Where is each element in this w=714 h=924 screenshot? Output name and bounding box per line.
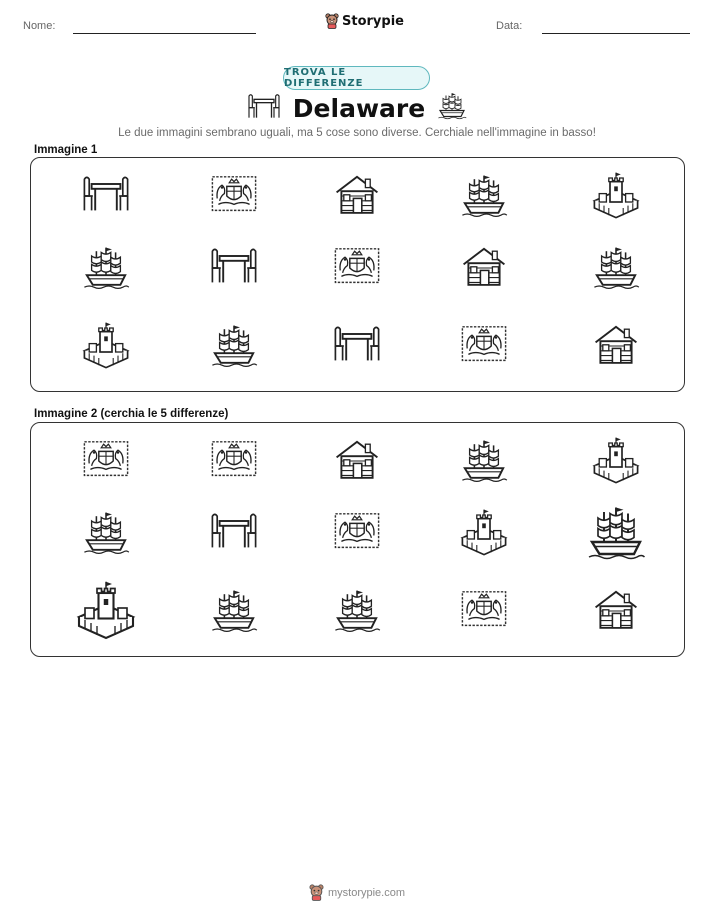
coat-of-arms-icon (333, 509, 381, 557)
grid-cell (586, 244, 646, 292)
coat-of-arms-icon (460, 322, 508, 370)
bear-mascot-icon (325, 13, 339, 29)
log-cabin-icon (333, 437, 381, 485)
name-label: Nome: (23, 20, 56, 32)
bear-mascot-icon (309, 884, 324, 901)
title-ship-icon (437, 90, 467, 126)
table-chairs-icon (333, 322, 381, 370)
grid-cell[interactable] (586, 587, 646, 635)
date-field[interactable] (542, 33, 690, 34)
grid-cell[interactable] (327, 587, 387, 635)
grid-cell[interactable] (204, 587, 264, 635)
name-field[interactable] (73, 33, 256, 34)
ship-icon (460, 172, 508, 220)
grid-cell[interactable] (76, 509, 136, 557)
ship-icon (82, 244, 130, 292)
worksheet-header (0, 0, 714, 40)
grid-cell (454, 244, 514, 292)
grid-cell (454, 322, 514, 370)
grid-cell (327, 172, 387, 220)
grid-cell (204, 244, 264, 292)
ship-icon (592, 244, 640, 292)
grid-cell (327, 244, 387, 292)
coat-of-arms-icon (210, 172, 258, 220)
grid-cell (454, 172, 514, 220)
ship-icon (437, 90, 467, 122)
fort-icon (82, 322, 130, 370)
grid-cell[interactable] (204, 437, 264, 485)
table-chairs-icon (210, 244, 258, 292)
log-cabin-icon (592, 322, 640, 370)
date-label: Data: (496, 20, 523, 32)
grid-cell (76, 244, 136, 292)
ship-icon (82, 509, 130, 557)
grid-cell (327, 322, 387, 370)
coat-of-arms-icon (210, 437, 258, 485)
grid-cell (76, 322, 136, 370)
image2-panel[interactable] (30, 422, 685, 657)
activity-badge (283, 66, 430, 90)
log-cabin-icon (333, 172, 381, 220)
fort-icon (460, 509, 508, 557)
image1-label: Immagine 1 (34, 144, 98, 156)
table-chairs-icon (210, 509, 258, 557)
activity-badge-label: TROVA LE DIFFERENZE (284, 67, 364, 89)
grid-cell[interactable] (76, 437, 136, 485)
image2-label: Immagine 2 (cerchia le 5 differenze) (34, 408, 229, 420)
title-row (0, 92, 714, 124)
title-table-chairs-icon (247, 91, 281, 125)
ship-icon (586, 502, 646, 564)
coat-of-arms-icon (333, 244, 381, 292)
table-chairs-icon (82, 172, 130, 220)
grid-cell (204, 322, 264, 370)
ship-icon (333, 587, 381, 635)
grid-cell (586, 172, 646, 220)
fort-icon (76, 576, 136, 646)
fort-icon (592, 437, 640, 485)
grid-cell[interactable] (586, 437, 646, 485)
grid-cell[interactable] (204, 509, 264, 557)
footer-url: mystorypie.com (327, 886, 406, 899)
grid-cell[interactable] (454, 587, 514, 635)
image1-panel (30, 157, 685, 392)
grid-cell[interactable] (454, 509, 514, 557)
page-title: Delaware (292, 93, 426, 123)
instructions: Le due immagini sembrano uguali, ma 5 cose sono diverse. Cerchiale nell'immagine in basso! (118, 127, 596, 139)
ship-icon (460, 437, 508, 485)
coat-of-arms-icon (460, 587, 508, 635)
grid-cell[interactable] (76, 576, 136, 646)
grid-cell[interactable] (454, 437, 514, 485)
brand-logo (325, 13, 404, 29)
log-cabin-icon (592, 587, 640, 635)
footer (0, 884, 714, 901)
table-chairs-icon (247, 91, 281, 121)
grid-cell[interactable] (327, 509, 387, 557)
grid-cell (76, 172, 136, 220)
ship-icon (210, 322, 258, 370)
grid-cell[interactable] (586, 502, 646, 564)
brand-name: Storypie (342, 13, 404, 29)
fort-icon (592, 172, 640, 220)
ship-icon (210, 587, 258, 635)
grid-cell (204, 172, 264, 220)
coat-of-arms-icon (82, 437, 130, 485)
grid-cell[interactable] (327, 437, 387, 485)
log-cabin-icon (460, 244, 508, 292)
grid-cell (586, 322, 646, 370)
